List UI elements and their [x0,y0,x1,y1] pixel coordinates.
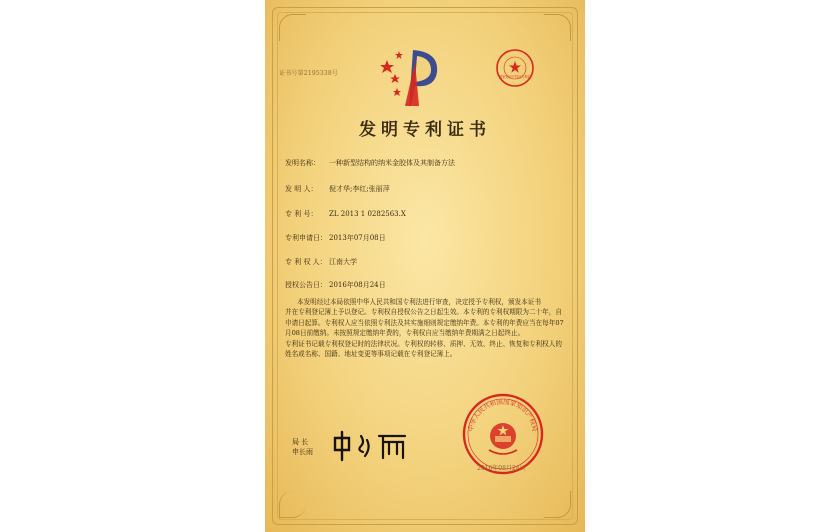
director-signature [327,428,417,464]
corner-ornament [279,491,306,518]
field-value: 2013年07月08日 [329,234,386,242]
office-seal-small [495,48,535,88]
director-name: 申长雨 [292,448,313,456]
field-label: 授权公告日： [285,281,327,289]
field-grant-date [285,280,386,290]
body-paragraph: 专利证书记载专利权登记时的法律状况。专利权的转移、质押、无效、终止、恢复和专利权人的姓名或名称、国籍、地址变更等事项记载在专利登记簿上。 [285,339,562,359]
field-value: 倪才华;李红;张丽萍 [329,185,390,193]
seal-small-text: 国家知识产权局专利局 [499,75,531,79]
field-label: 发 明 人： [285,185,318,193]
body-paragraph: 本发明经过本局依照中华人民共和国专利法进行审查，决定授予专利权，颁发本证书 [297,298,541,306]
field-application-date [285,233,386,243]
director-title [292,437,313,457]
page-title: 发明专利证书 [359,120,491,140]
field-inventors [285,184,390,194]
director-label: 局 长 [292,438,309,446]
field-patent-number [285,209,406,219]
field-patentee [285,257,357,267]
field-value: 江南大学 [329,258,357,266]
patent-certificate [265,0,585,532]
field-value: ZL 2013 1 0282563.X [329,210,406,218]
field-label: 专 利 权 人： [285,258,327,266]
certificate-body [285,297,565,359]
body-paragraph: 并在专利登记簿上予以登记。专利权自授权公告之日起生效。本专利的专利权期限为二十年，自申请日起算。专利权人应当依照专利法及其实施细则规定缴纳年费。本专利的年费应当在每年07月08日前缴纳。未按照规定缴纳年费的，专利权自应当缴纳年费期满之日起终止。 [285,308,564,338]
field-label: 专利申请日： [285,234,327,242]
certificate-number: 证书号第2195338号 [279,70,339,77]
corner-ornament [279,14,306,41]
field-label: 发明名称： [285,159,320,167]
patent-office-logo [375,42,455,110]
field-value: 一种新型结构的纳米金胶体及其制备方法 [329,159,455,167]
corner-ornament [544,491,571,518]
corner-ornament [544,14,571,41]
field-label: 专 利 号： [285,210,318,218]
seal-date: 2016年08月24日 [477,465,526,472]
seal-big-text: 中华人民共和国国家知识产权局 [467,397,539,433]
field-invention-name [285,158,455,168]
field-value: 2016年08月24日 [329,281,386,289]
